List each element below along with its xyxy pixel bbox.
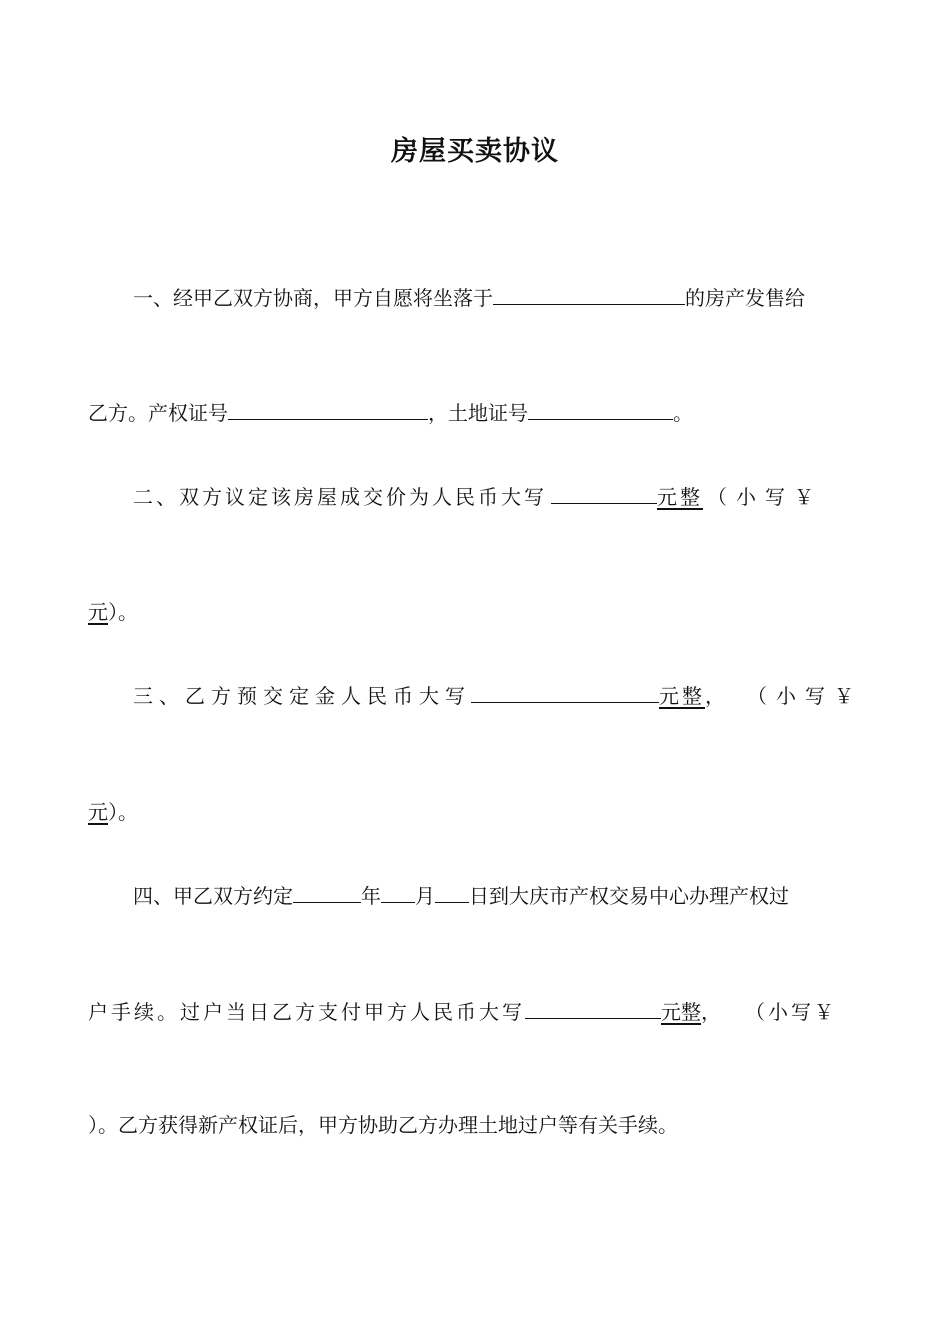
clause-1-text: 一、经甲乙双方协商，甲方自愿将坐落于: [133, 286, 493, 310]
clause-4-day-text: 日到大庆市产权交易中心办理产权过: [469, 884, 789, 908]
clause-2-text: 二、双方议定该房屋成交价为人民币大写: [133, 485, 547, 509]
clause-4-line-1: [133, 880, 863, 910]
month-label: 月: [415, 884, 435, 908]
clause-3-line-1: [133, 680, 863, 710]
month-blank[interactable]: [381, 880, 415, 903]
clause-1-line-2-mid: ，土地证号: [428, 401, 528, 425]
deposit-unit: 元整: [659, 684, 705, 708]
clause-3-text: 三、乙方预交定金人民币大写: [133, 684, 471, 708]
clause-1-line-2-start: 乙方。产权证号: [88, 401, 228, 425]
clause-4-line-3-text: ）。乙方获得新产权证后，甲方协助乙方办理土地过户等有关手续。: [88, 1113, 678, 1137]
clause-4-line-3: [88, 1111, 863, 1139]
clause-3-line-2-end: ）。: [108, 800, 138, 824]
location-blank[interactable]: [493, 282, 685, 305]
clause-2-line-1: [133, 481, 863, 511]
clause-3-line-2: [88, 798, 863, 826]
land-cert-blank[interactable]: [528, 397, 673, 420]
clause-2-line-2-end: ）。: [108, 600, 138, 624]
document-title: 房屋买卖协议: [391, 136, 559, 167]
clause-2-paren: （小写￥: [707, 485, 823, 509]
clause-1-line-2: [88, 397, 863, 427]
day-blank[interactable]: [435, 880, 469, 903]
payment-unit: 元整: [661, 1000, 701, 1024]
property-cert-blank[interactable]: [228, 397, 428, 420]
clause-4-line-2-start: 户手续。过户当日乙方支付甲方人民币大写: [88, 1000, 525, 1024]
deposit-words-blank[interactable]: [471, 680, 659, 703]
clause-4-line-2: [88, 996, 863, 1026]
clause-3-comma: ，: [705, 684, 725, 708]
clause-4-comma: ，: [701, 1000, 721, 1024]
clause-4-paren: （小写￥: [745, 1000, 837, 1024]
payment-words-blank[interactable]: [525, 996, 661, 1019]
clause-1-tail: 的房产发售给: [685, 286, 805, 310]
clause-3-line-2-unit: 元: [88, 800, 108, 824]
year-label: 年: [361, 884, 381, 908]
clause-2-line-2-unit: 元: [88, 600, 108, 624]
price-words-blank[interactable]: [551, 481, 657, 504]
price-unit: 元整: [657, 485, 703, 509]
clause-1-line-2-end: 。: [673, 401, 693, 425]
clause-1-line-1: [133, 282, 863, 312]
clause-2-line-2: [88, 598, 863, 626]
year-blank[interactable]: [293, 880, 361, 903]
clause-3-paren: （小写￥: [747, 684, 863, 708]
clause-4-line-1-start: 四、甲乙双方约定: [133, 884, 293, 908]
